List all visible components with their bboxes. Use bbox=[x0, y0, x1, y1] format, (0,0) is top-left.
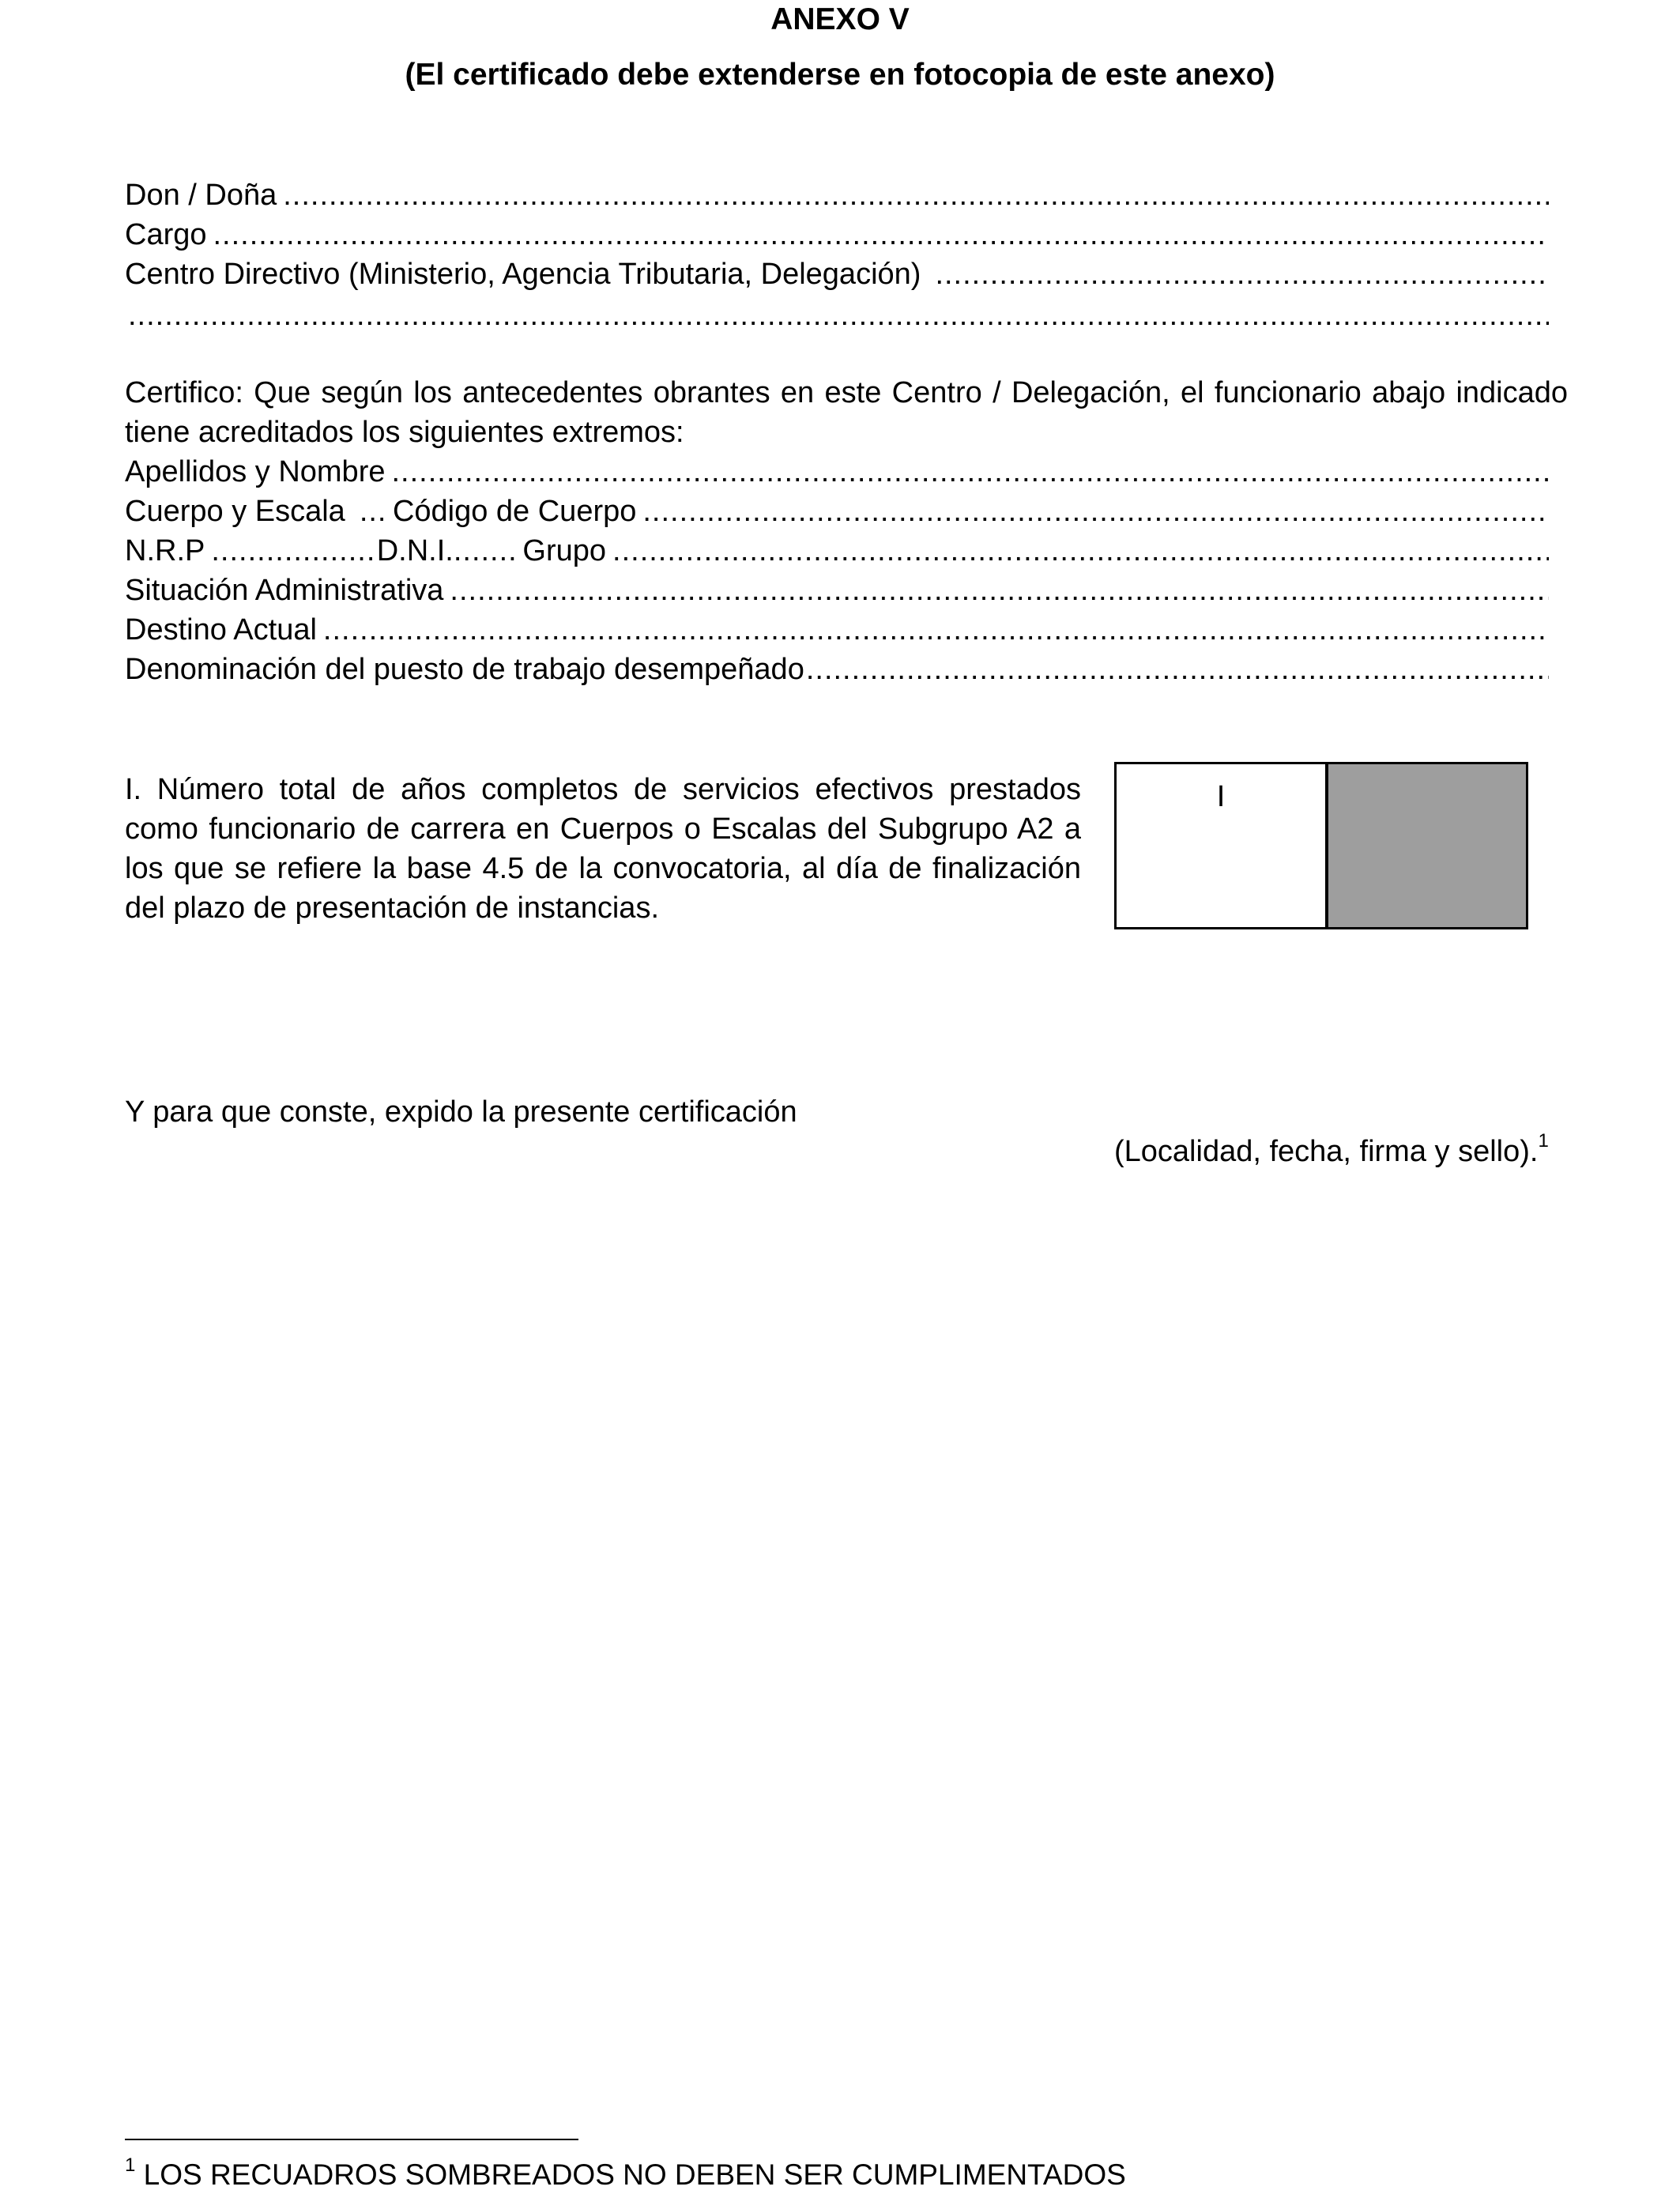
job-title-field[interactable] bbox=[125, 650, 1549, 689]
shaded-box bbox=[1326, 762, 1528, 929]
center-dotted-line[interactable] bbox=[935, 254, 1549, 294]
footnote-rule bbox=[125, 2139, 578, 2140]
admin-status-field[interactable] bbox=[125, 571, 1549, 610]
annex-subtitle: (El certificado debe extenderse en fotocopia de este anexo) bbox=[405, 58, 1275, 92]
current-post-field[interactable] bbox=[125, 610, 1549, 650]
current-post-dotted-line[interactable] bbox=[323, 610, 1549, 650]
nrp-dni-group-row bbox=[125, 531, 1549, 571]
center-field[interactable] bbox=[125, 254, 1549, 294]
surname-name-label: Apellidos y Nombre bbox=[125, 455, 386, 488]
body-code-label: Código de Cuerpo bbox=[392, 495, 637, 528]
surname-name-dotted-line[interactable] bbox=[391, 452, 1549, 492]
dni-label: D.N.I. bbox=[376, 534, 454, 567]
body-scale-field[interactable] bbox=[125, 492, 388, 531]
signature-footnote-ref: 1 bbox=[1538, 1130, 1549, 1152]
job-title-dotted-line[interactable] bbox=[806, 650, 1549, 689]
surname-name-field[interactable] bbox=[125, 452, 1549, 492]
current-post-label: Destino Actual bbox=[125, 613, 317, 647]
nrp-label: N.R.P bbox=[125, 534, 205, 567]
nrp-field[interactable] bbox=[125, 531, 372, 571]
annex-title: ANEXO V bbox=[770, 2, 910, 36]
body-scale-dotted-line[interactable] bbox=[360, 492, 388, 531]
nrp-dotted-line[interactable] bbox=[211, 531, 371, 571]
center-label: Centro Directivo (Ministerio, Agencia Tributaria, Delegación) bbox=[125, 258, 921, 291]
group-dotted-line[interactable] bbox=[612, 531, 1549, 571]
signature-text: (Localidad, fecha, firma y sello). bbox=[1114, 1135, 1539, 1168]
group-field[interactable] bbox=[522, 531, 1549, 571]
body-code-field[interactable] bbox=[393, 492, 1549, 531]
footnote-text: LOS RECUADROS SOMBREADOS NO DEBEN SER CUMPLIMENTADOS bbox=[143, 2158, 1126, 2191]
post-dotted-line[interactable] bbox=[213, 215, 1550, 254]
section-i-text: I. Número total de años completos de servicios efectivos prestados como funcionario de carrera en Cuerpos o Escalas del Subgrupo A2 a los que se refiere la base 4.5 de la convocatoria, al día de finalización del plazo de presentación de instancias. bbox=[125, 773, 1081, 925]
footnote bbox=[125, 2154, 1126, 2192]
certification-intro: Certifico: Que según los antecedentes obrantes en este Centro / Delegación, el funcionario abajo indicado tiene acreditados los siguientes extremos: bbox=[125, 376, 1568, 449]
admin-status-label: Situación Administrativa bbox=[125, 574, 444, 607]
signature-line bbox=[1114, 1132, 1549, 1171]
body-scale-label: Cuerpo y Escala bbox=[125, 495, 345, 528]
name-label: Don / Doña bbox=[125, 179, 277, 212]
post-label: Cargo bbox=[125, 218, 207, 251]
name-field[interactable] bbox=[125, 175, 1549, 215]
years-box-label: I bbox=[1216, 780, 1226, 813]
name-dotted-line[interactable] bbox=[283, 175, 1549, 215]
job-title-label: Denominación del puesto de trabajo desempeñado bbox=[125, 653, 804, 686]
body-scale-row bbox=[125, 492, 1549, 531]
closing-text: Y para que conste, expido la presente certificación bbox=[125, 1095, 797, 1129]
center-dotted-line-2[interactable] bbox=[128, 296, 1549, 335]
years-input-box[interactable] bbox=[1114, 762, 1328, 929]
center-field-continuation[interactable] bbox=[125, 296, 1549, 335]
body-code-dotted-line[interactable] bbox=[642, 492, 1549, 531]
post-field[interactable] bbox=[125, 215, 1549, 254]
footnote-number: 1 bbox=[125, 2154, 136, 2176]
group-label: Grupo bbox=[522, 534, 607, 567]
dni-field[interactable] bbox=[377, 531, 518, 571]
admin-status-dotted-line[interactable] bbox=[450, 571, 1549, 610]
dni-dotted-line[interactable] bbox=[454, 531, 518, 571]
